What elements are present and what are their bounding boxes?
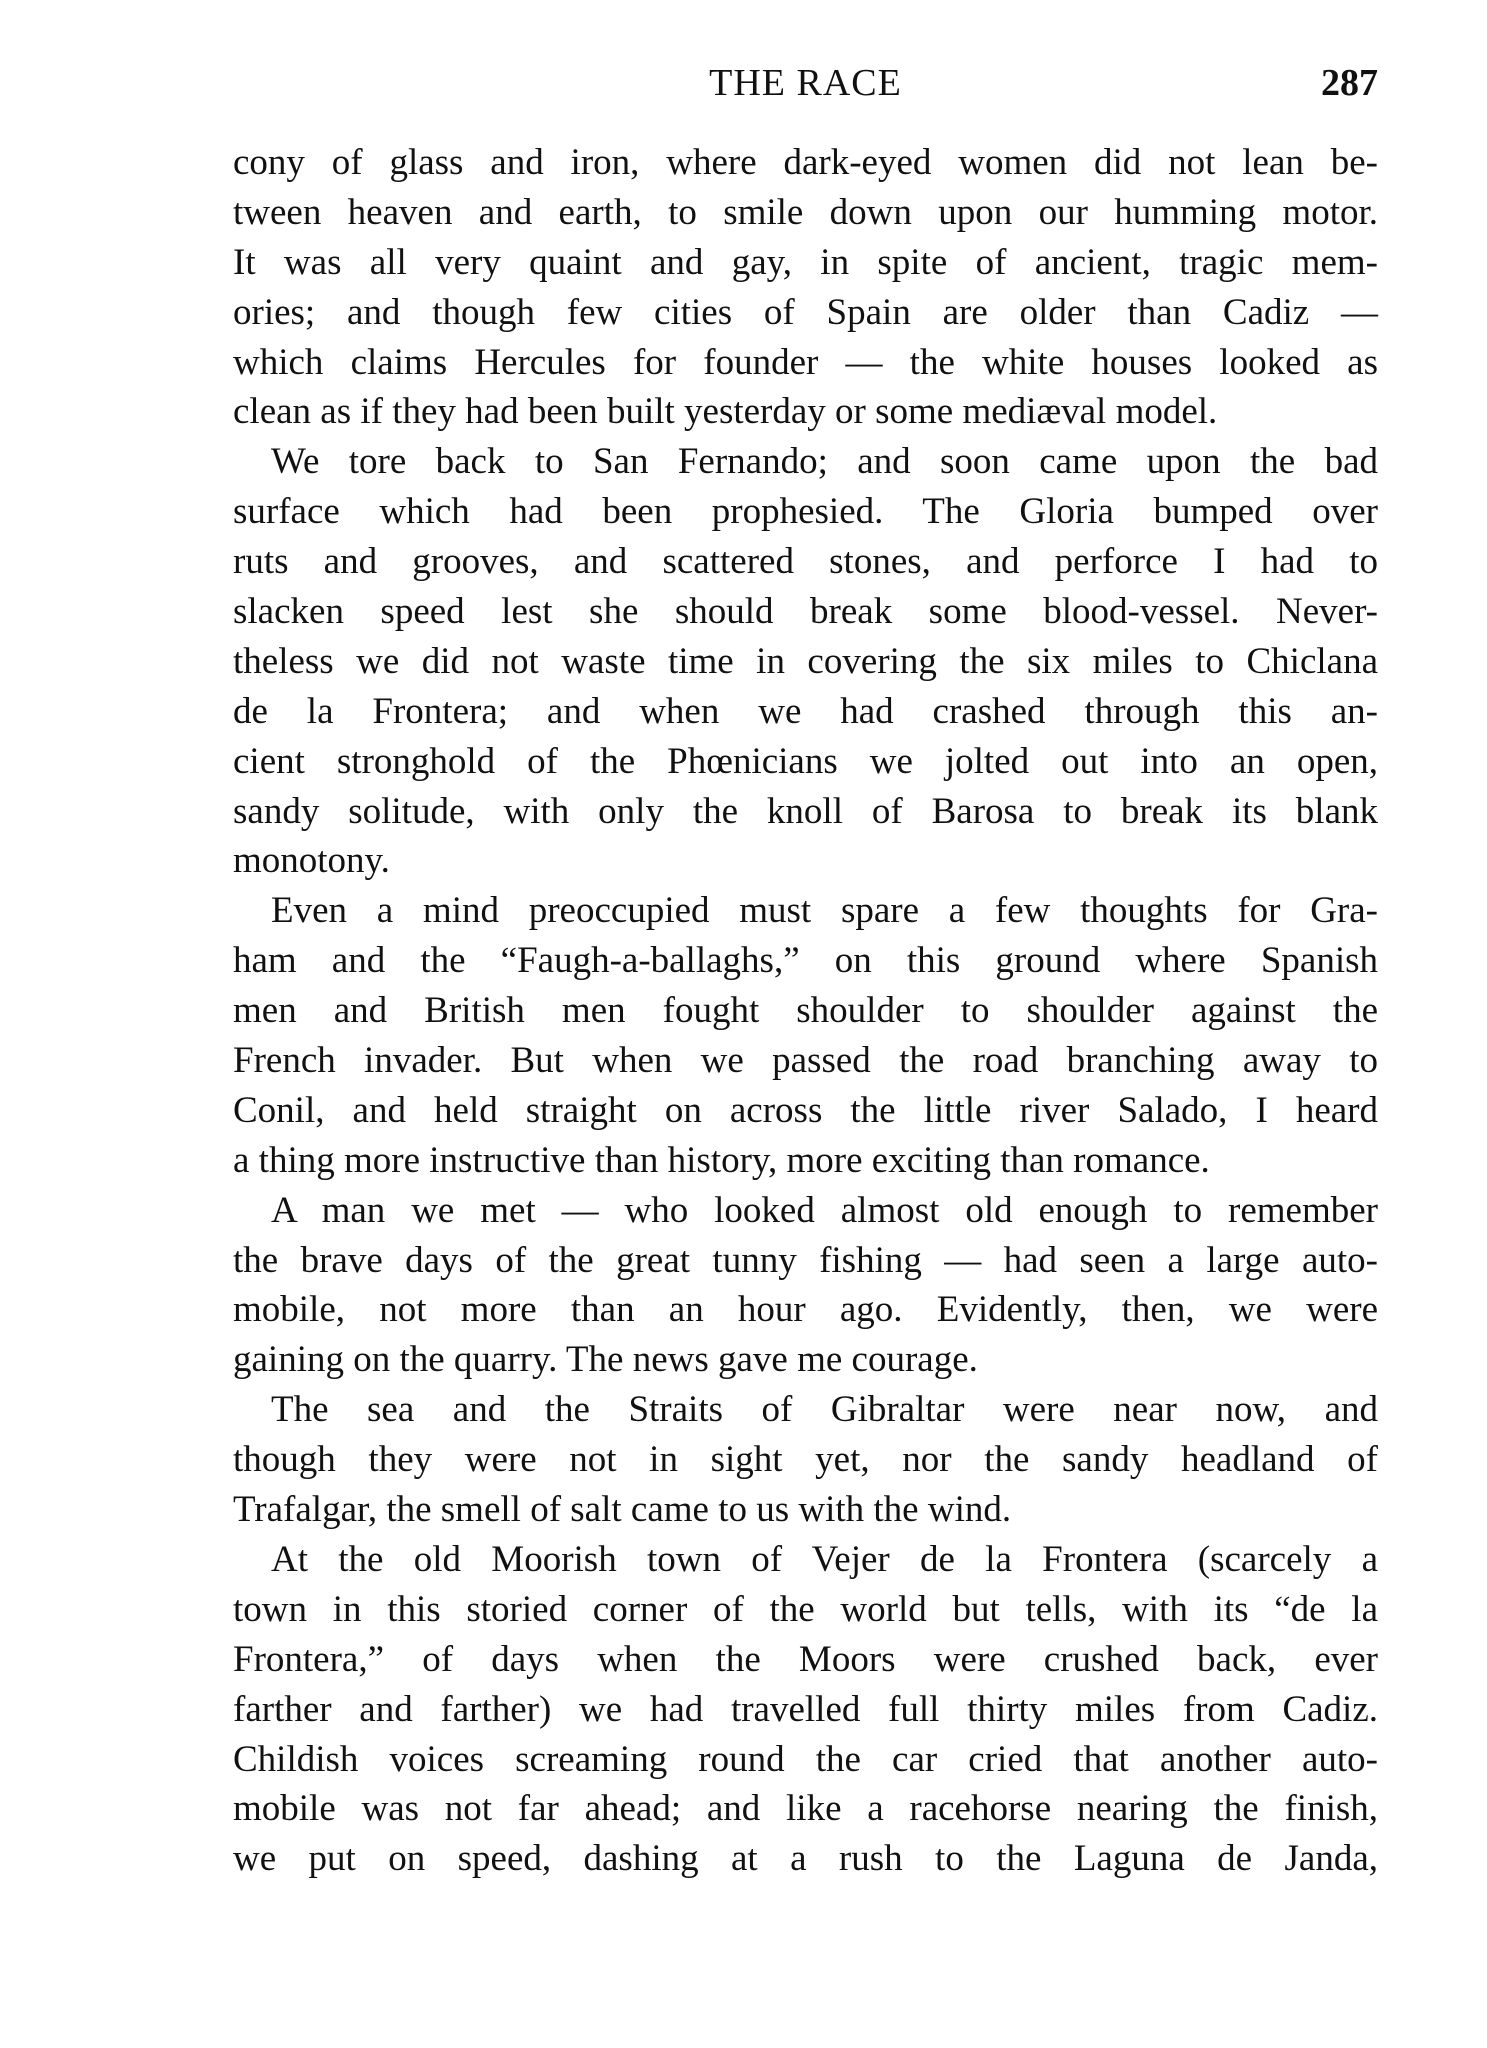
paragraph <box>233 886 1378 1185</box>
text-line: monotony. <box>233 840 390 882</box>
paragraph <box>233 437 1378 886</box>
text-line: de la Frontera; and when we had crashed through this an- <box>233 690 1378 732</box>
text-line: men and British men fought shoulder to shoulder against the <box>233 990 1378 1032</box>
text-line: surface which had been prophesied. The Gloria bumped over <box>233 491 1378 533</box>
text-line: ories; and though few cities of Spain are older than Cadiz — <box>233 291 1378 333</box>
text-line: At the old Moorish town of Vejer de la Frontera (scarcely a <box>271 1538 1378 1580</box>
text-line: It was all very quaint and gay, in spite of ancient, tragic mem- <box>233 241 1378 283</box>
text-line: gaining on the quarry. The news gave me courage. <box>233 1339 978 1381</box>
text-line: Conil, and held straight on across the little river Salado, I heard <box>233 1089 1378 1131</box>
page-number: 287 <box>1321 62 1378 104</box>
text-line: a thing more instructive than history, more exciting than romance. <box>233 1139 1210 1181</box>
text-line: French invader. But when we passed the road branching away to <box>233 1040 1378 1082</box>
text-line: which claims Hercules for founder — the white houses looked as <box>233 341 1378 383</box>
text-line: farther and farther) we had travelled full thirty miles from Cadiz. <box>233 1688 1378 1730</box>
text-line: town in this storied corner of the world but tells, with its “de la <box>233 1588 1378 1630</box>
paragraph <box>233 138 1378 437</box>
text-line: cient stronghold of the Phœnicians we jolted out into an open, <box>233 740 1378 782</box>
text-line: clean as if they had been built yesterday or some mediæval model. <box>233 391 1218 433</box>
text-line: cony of glass and iron, where dark-eyed women did not lean be- <box>233 142 1378 183</box>
running-title: THE RACE <box>709 62 902 104</box>
text-line: Frontera,” of days when the Moors were crushed back, ever <box>233 1638 1378 1680</box>
text-line: the brave days of the great tunny fishing — had seen a large auto- <box>233 1239 1378 1281</box>
text-line: ham and the “Faugh-a-ballaghs,” on this ground where Spanish <box>233 940 1378 982</box>
text-line: Childish voices screaming round the car cried that another auto- <box>233 1738 1378 1780</box>
paragraph <box>233 1535 1378 1884</box>
text-line: A man we met — who looked almost old enough to remember <box>271 1189 1378 1231</box>
text-line: Even a mind preoccupied must spare a few thoughts for Gra- <box>271 890 1378 932</box>
text-line: Trafalgar, the smell of salt came to us with the wind. <box>233 1489 1012 1531</box>
text-line: though they were not in sight yet, nor the sandy headland of <box>233 1439 1378 1481</box>
text-line: mobile, not more than an hour ago. Evidently, then, we were <box>233 1289 1378 1331</box>
text-line: The sea and the Straits of Gibraltar were near now, and <box>271 1389 1378 1431</box>
paragraph <box>233 1186 1378 1386</box>
text-line: slacken speed lest she should break some blood-vessel. Never- <box>233 591 1378 633</box>
text-line: sandy solitude, with only the knoll of Barosa to break its blank <box>233 790 1378 832</box>
paragraph <box>233 1385 1378 1535</box>
text-line: ruts and grooves, and scattered stones, and perforce I had to <box>233 541 1378 583</box>
text-line: tween heaven and earth, to smile down upon our humming motor. <box>233 191 1378 233</box>
text-line: mobile was not far ahead; and like a racehorse nearing the finish, <box>233 1788 1378 1830</box>
body-text <box>233 138 1378 1884</box>
running-head <box>233 58 1378 108</box>
text-line: we put on speed, dashing at a rush to the Laguna de Janda, <box>233 1838 1378 1880</box>
text-line: theless we did not waste time in covering the six miles to Chiclana <box>233 640 1378 682</box>
text-line: We tore back to San Fernando; and soon came upon the bad <box>271 441 1378 483</box>
